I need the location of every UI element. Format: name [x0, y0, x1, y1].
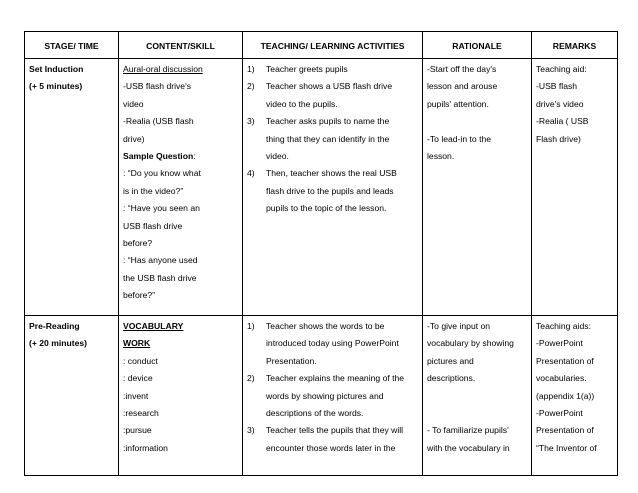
list-item: 3) Teacher asks pupils to name the thing that they can identify in the video.	[247, 116, 390, 162]
remarks-line: Flash drive)	[536, 133, 581, 144]
rationale-cell	[423, 59, 532, 316]
list-item: 2) Teacher explains the meaning of the words by showing pictures and descriptions of the words.	[247, 373, 405, 419]
content-line: before?”	[123, 290, 156, 301]
content-line: is in the video?”	[123, 185, 184, 196]
header-rationale: RATIONALE	[423, 32, 532, 59]
content-line: : “Has anyone used	[123, 255, 198, 266]
stage-name: Set Induction	[29, 64, 84, 74]
vocab-word: :information	[123, 442, 168, 453]
stage-cell	[25, 316, 119, 476]
spacer	[427, 405, 527, 422]
rationale-cell	[423, 316, 532, 476]
content-cell	[119, 59, 243, 316]
remarks-line: -PowerPoint	[536, 408, 583, 419]
table-row-pre-reading	[25, 316, 618, 476]
content-heading: WORK	[123, 338, 151, 349]
remarks-cell	[532, 316, 618, 476]
rationale-line: pictures and	[427, 355, 474, 366]
content-line: -Realia (USB flash	[123, 116, 194, 127]
stage-name: Pre-Reading	[29, 321, 80, 331]
rationale-line: - To familiarize pupils'	[427, 425, 509, 436]
stage-time: (+ 20 minutes)	[29, 338, 88, 349]
rationale-line: with the vocabulary in	[427, 442, 510, 453]
content-heading: Aural-oral discussion	[123, 64, 203, 74]
rationale-line: lesson and arouse	[427, 81, 498, 92]
remarks-cell	[532, 59, 618, 316]
remarks-line: -Realia ( USB	[536, 116, 589, 127]
vocab-word: :pursue	[123, 425, 152, 436]
list-item: 1) Teacher shows the words to be introduced today using PowerPoint Presentation.	[247, 321, 399, 366]
content-line: USB flash drive	[123, 220, 183, 231]
header-row	[25, 32, 618, 59]
rationale-line: -Start off the day's	[427, 64, 497, 74]
rationale-line: descriptions.	[427, 373, 476, 384]
header-content-skill: CONTENT/SKILL	[119, 32, 243, 59]
remarks-line: Presentation of	[536, 355, 594, 366]
stage-time: (+ 5 minutes)	[29, 81, 83, 92]
sample-question-label: Sample Question:	[123, 151, 196, 162]
remarks-line: (appendix 1(a))	[536, 390, 595, 401]
content-line: before?	[123, 238, 153, 249]
remarks-line: vocabularies.	[536, 373, 587, 384]
header-remarks: REMARKS	[532, 32, 618, 59]
list-item: 2) Teacher shows a USB flash drive video to the pupils.	[247, 81, 393, 109]
vocab-word: : conduct	[123, 355, 158, 366]
table-row-set-induction	[25, 59, 618, 316]
list-item: 3) Teacher tells the pupils that they will encounter those words later in the	[247, 425, 404, 453]
activities-cell	[243, 316, 423, 476]
content-line: : “Do you know what	[123, 168, 201, 179]
lesson-plan-table	[24, 31, 618, 476]
rationale-line: -To give input on	[427, 321, 491, 331]
rationale-line: -To lead-in to the	[427, 133, 492, 144]
remarks-line: Presentation of	[536, 425, 594, 436]
rationale-line: pupils' attention.	[427, 98, 489, 109]
content-cell	[119, 316, 243, 476]
spacer	[427, 113, 527, 130]
header-activities: TEACHING/ LEARNING ACTIVITIES	[243, 32, 423, 59]
rationale-line: lesson.	[427, 151, 455, 162]
content-heading: VOCABULARY	[123, 321, 184, 331]
activities-cell	[243, 59, 423, 316]
content-line: -USB flash drive's	[123, 81, 192, 92]
list-item: 4) Then, teacher shows the real USB flash drive to the pupils and leads pupils to the topic of the lesson.	[247, 168, 397, 214]
stage-cell	[25, 59, 119, 316]
spacer	[427, 388, 527, 405]
content-line: the USB flash drive	[123, 272, 197, 283]
rationale-line: vocabulary by showing	[427, 338, 514, 349]
remarks-line: Teaching aid:	[536, 64, 587, 74]
content-line: : “Have you seen an	[123, 203, 200, 214]
content-line: video	[123, 98, 144, 109]
list-item: 1) Teacher greets pupils	[247, 64, 348, 74]
remarks-line: Teaching aids:	[536, 321, 591, 331]
vocab-word: : device	[123, 373, 153, 384]
header-stage-time: STAGE/ TIME	[25, 32, 119, 59]
remarks-line: drive's video	[536, 98, 584, 109]
vocab-word: :invent	[123, 390, 149, 401]
content-line: drive)	[123, 133, 145, 144]
remarks-line: -PowerPoint	[536, 338, 583, 349]
remarks-line: -USB flash	[536, 81, 578, 92]
vocab-word: :research	[123, 408, 159, 419]
remarks-line: “The Inventor of	[536, 442, 597, 453]
